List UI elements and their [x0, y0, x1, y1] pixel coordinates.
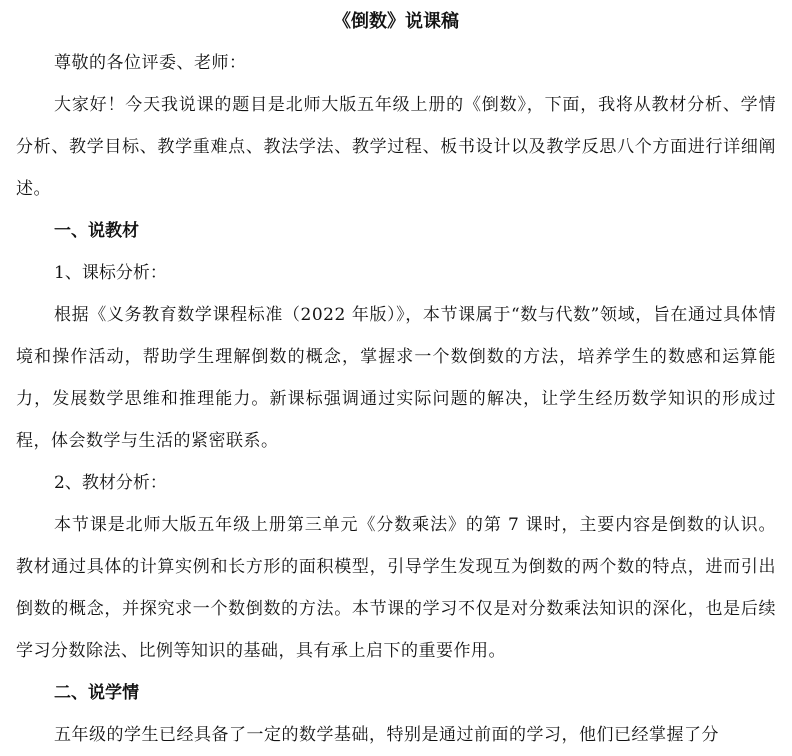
student-analysis-paragraph: 五年级的学生已经具备了一定的数学基础，特别是通过前面的学习，他们已经掌握了分 [54, 725, 719, 745]
textbook-analysis-paragraph: 本节课是北师大版五年级上册第三单元《分数乘法》的第 7 课时，主要内容是倒数的认识。教材通过具体的计算实例和长方形的面积模型，引导学生发现互为倒数的两个数的特点，进而引出倒数的概念，并探究求一个数倒数的方法。本节课的学习不仅是对分数乘法知识的深化，也是后续学习分数除法、比例等知识的基础，具有承上启下的重要作用。 [16, 515, 776, 661]
section-heading-textbook: 一、说教材 [54, 221, 139, 241]
subheading-curriculum-analysis: 1、课标分析： [54, 263, 167, 283]
curriculum-analysis-paragraph: 根据《义务教育数学课程标准（2022 年版）》，本节课属于“数与代数”领域，旨在通过具体情境和操作活动，帮助学生理解倒数的概念，掌握求一个数倒数的方法，培养学生的数感和运算能力，发展数学思维和推理能力。新课标强调通过实际问题的解决，让学生经历数学知识的形成过程，体会数学与生活的紧密联系。 [16, 305, 776, 451]
section-heading-students: 二、说学情 [54, 683, 139, 703]
subheading-textbook-analysis: 2、教材分析： [54, 473, 167, 493]
document-title: 《倒数》说课稿 [333, 11, 459, 32]
salutation: 尊敬的各位评委、老师： [54, 53, 247, 73]
intro-paragraph: 大家好！今天我说课的题目是北师大版五年级上册的《倒数》，下面，我将从教材分析、学情分析、教学目标、教学重难点、教法学法、教学过程、板书设计以及教学反思八个方面进行详细阐述。 [16, 95, 776, 199]
